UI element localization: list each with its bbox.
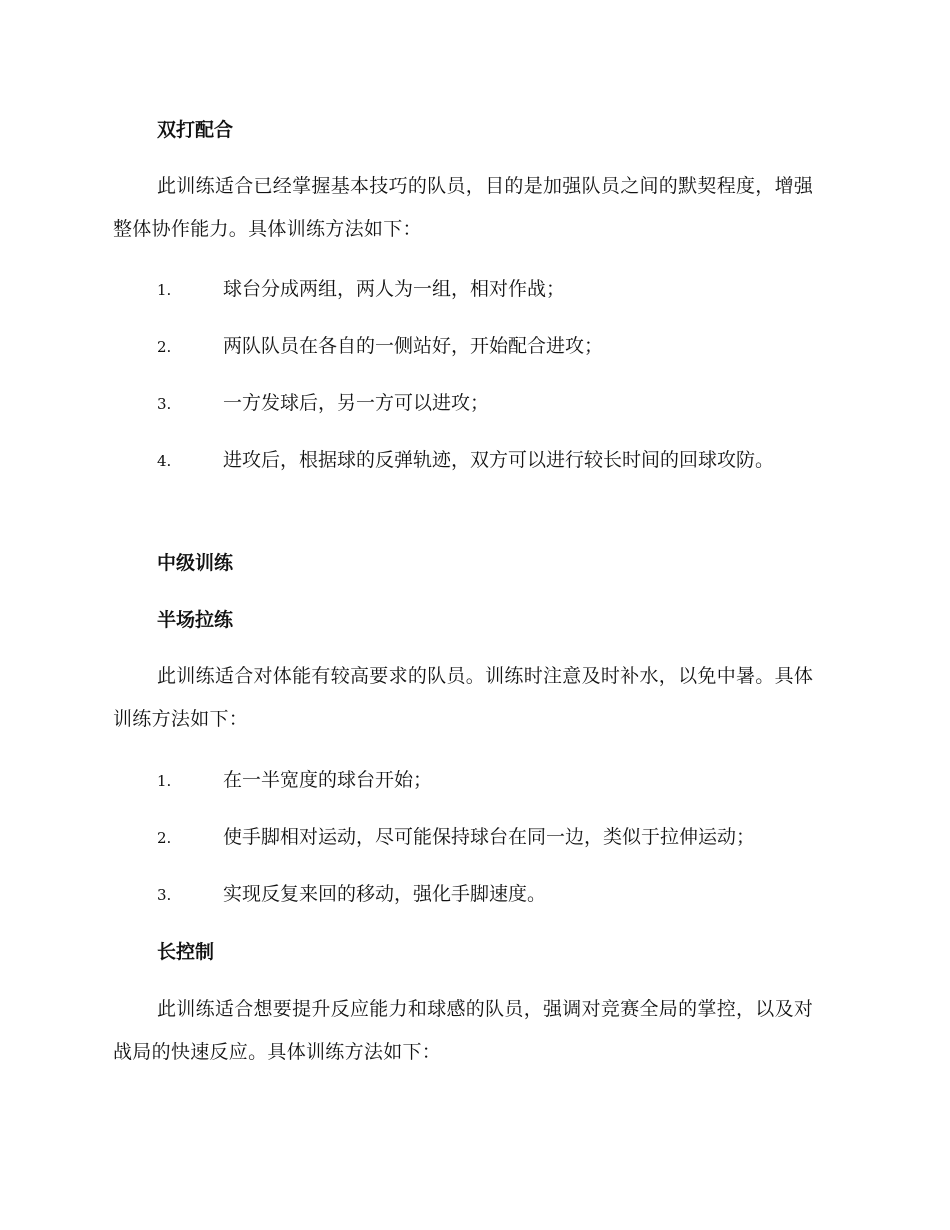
list-number: 1. bbox=[157, 281, 172, 299]
section-heading-half-court: 半场拉练 bbox=[157, 609, 234, 631]
list-text: 实现反复来回的移动，强化手脚速度。 bbox=[223, 883, 547, 905]
list-number: 3. bbox=[157, 886, 172, 904]
list-item bbox=[157, 881, 827, 908]
list-text: 两队队员在各自的一侧站好，开始配合进攻； bbox=[223, 335, 604, 357]
section-heading-doubles: 双打配合 bbox=[157, 119, 234, 141]
list-item bbox=[157, 333, 827, 360]
list-text: 一方发球后，另一方可以进攻； bbox=[223, 392, 490, 414]
list-text: 进攻后，根据球的反弹轨迹，双方可以进行较长时间的回球攻防。 bbox=[223, 449, 775, 471]
section-heading-long-control: 长控制 bbox=[157, 941, 215, 963]
list-number: 2. bbox=[157, 338, 172, 356]
list-number: 3. bbox=[157, 395, 172, 413]
list-number: 2. bbox=[157, 829, 172, 847]
list-item bbox=[157, 767, 827, 794]
list-text: 球台分成两组，两人为一组，相对作战； bbox=[223, 278, 566, 300]
paragraph-doubles-intro: 此训练适合已经掌握基本技巧的队员，目的是加强队员之间的默契程度，增强整体协作能力。具体训练方法如下： bbox=[113, 175, 814, 240]
paragraph-half-court-intro: 此训练适合对体能有较高要求的队员。训练时注意及时补水，以免中暑。具体训练方法如下： bbox=[113, 665, 814, 730]
section-heading-intermediate: 中级训练 bbox=[157, 552, 234, 574]
list-text: 使手脚相对运动，尽可能保持球台在同一边，类似于拉伸运动； bbox=[223, 826, 756, 848]
paragraph-long-control-intro: 此训练适合想要提升反应能力和球感的队员，强调对竞赛全局的掌控，以及对战局的快速反应。具体训练方法如下： bbox=[113, 998, 814, 1063]
list-item bbox=[157, 390, 827, 417]
list-number: 4. bbox=[157, 452, 172, 470]
list-item bbox=[157, 276, 827, 303]
list-item bbox=[157, 824, 827, 851]
list-text: 在一半宽度的球台开始； bbox=[223, 769, 433, 791]
list-item bbox=[113, 439, 825, 483]
list-number: 1. bbox=[157, 772, 172, 790]
